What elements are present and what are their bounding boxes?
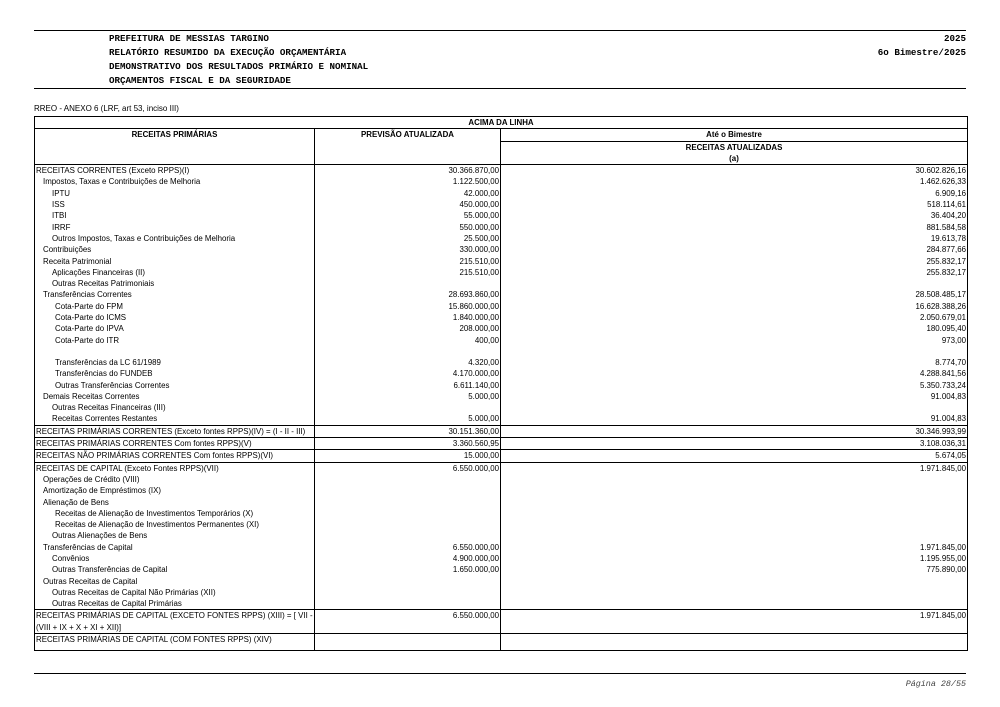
table-row — [35, 335, 968, 357]
forecast-value: 28.693.860,00 — [315, 289, 501, 300]
table-row — [35, 497, 968, 508]
forecast-value — [315, 402, 501, 413]
table-row — [35, 244, 968, 255]
revenue-value: 973,00 — [501, 335, 968, 357]
row-label: Impostos, Taxas e Contribuições de Melhoria — [35, 176, 315, 187]
row-label: RECEITAS PRIMÁRIAS DE CAPITAL (COM FONTES RPPS) (XIV) — [35, 634, 315, 651]
row-label: Receitas Correntes Restantes — [35, 413, 315, 425]
forecast-value: 5.000,00 — [315, 391, 501, 402]
forecast-value — [315, 519, 501, 530]
revenue-value: 1.971.845,00 — [501, 462, 968, 474]
revenue-value: 6.909,16 — [501, 188, 968, 199]
row-label: RECEITAS PRIMÁRIAS DE CAPITAL (EXCETO FONTES RPPS) (XIII) = [ VII - (VIII + IX + X + XI + XII)] — [36, 611, 313, 632]
revenue-value: 255.832,17 — [501, 267, 968, 278]
revenue-value: 255.832,17 — [501, 256, 968, 267]
revenue-value — [501, 508, 968, 519]
row-label: ITBI — [35, 210, 315, 221]
row-label: Operações de Crédito (VIII) — [35, 474, 315, 485]
report-subtitle: DEMONSTRATIVO DOS RESULTADOS PRIMÁRIO E NOMINAL — [109, 61, 369, 72]
table-row — [35, 587, 968, 598]
forecast-value: 450.000,00 — [315, 199, 501, 210]
col-header-to-date: Até o Bimestre — [501, 129, 968, 141]
forecast-value: 4.900.000,00 — [315, 553, 501, 564]
row-label: Convênios — [35, 553, 315, 564]
table-row — [35, 380, 968, 391]
row-label: Amortização de Empréstimos (IX) — [35, 485, 315, 496]
revenue-value — [501, 576, 968, 587]
revenue-value — [501, 587, 968, 598]
row-label: Cota-Parte do ITR — [35, 335, 315, 357]
forecast-value: 1.840.000,00 — [315, 312, 501, 323]
row-label: IRRF — [35, 222, 315, 233]
table-row — [35, 634, 968, 651]
forecast-value — [315, 576, 501, 587]
row-label: IPTU — [35, 188, 315, 199]
report-scope: ORÇAMENTOS FISCAL E DA SEGURIDADE — [109, 75, 291, 86]
row-label: Outras Alienações de Bens — [35, 530, 315, 541]
table-row — [35, 176, 968, 187]
report-title: RELATÓRIO RESUMIDO DA EXECUÇÃO ORÇAMENTÁRIA — [109, 47, 347, 58]
primary-revenue-table — [34, 116, 968, 651]
forecast-value: 15.000,00 — [315, 450, 501, 462]
row-label: Contribuições — [35, 244, 315, 255]
table-row — [35, 165, 968, 177]
row-label: Outras Receitas de Capital Não Primárias (XII) — [35, 587, 315, 598]
table-row — [35, 425, 968, 437]
revenue-value: 5.674,05 — [501, 450, 968, 462]
revenue-value: 19.613,78 — [501, 233, 968, 244]
revenue-value: 180.095,40 — [501, 323, 968, 334]
row-label: Demais Receitas Correntes — [35, 391, 315, 402]
revenue-value — [501, 519, 968, 530]
row-label: Alienação de Bens — [35, 497, 315, 508]
revenue-value: 91.004,83 — [501, 413, 968, 425]
table-row — [35, 576, 968, 587]
forecast-value: 30.151.360,00 — [315, 425, 501, 437]
revenue-value: 30.602.826,16 — [501, 165, 968, 177]
table-row — [35, 267, 968, 278]
revenue-value: 91.004,83 — [501, 391, 968, 402]
revenue-value: 1.462.626,33 — [501, 176, 968, 187]
table-row — [35, 199, 968, 210]
row-label: Outros Impostos, Taxas e Contribuições de Melhoria — [35, 233, 315, 244]
revenue-value — [501, 485, 968, 496]
forecast-value — [315, 497, 501, 508]
revenue-value — [501, 474, 968, 485]
revenue-value: 36.404,20 — [501, 210, 968, 221]
forecast-value — [315, 598, 501, 610]
table-row — [35, 357, 968, 368]
table-row — [35, 508, 968, 519]
row-label: Outras Receitas de Capital — [35, 576, 315, 587]
revenue-value: 1.971.845,00 — [501, 610, 968, 634]
forecast-value: 400,00 — [315, 335, 501, 357]
annex-reference: RREO - ANEXO 6 (LRF, art 53, inciso III) — [34, 104, 179, 113]
forecast-value: 1.650.000,00 — [315, 564, 501, 575]
table-row — [35, 553, 968, 564]
forecast-value: 6.550.000,00 — [315, 462, 501, 474]
row-label: Receitas de Alienação de Investimentos Permanentes (XI) — [35, 519, 315, 530]
forecast-value: 4.170.000,00 — [315, 368, 501, 379]
forecast-value — [315, 530, 501, 541]
table-row — [35, 530, 968, 541]
revenue-value — [501, 530, 968, 541]
row-label: Transferências do FUNDEB — [35, 368, 315, 379]
forecast-value — [315, 587, 501, 598]
entity-name: PREFEITURA DE MESSIAS TARGINO — [109, 33, 269, 44]
revenue-value: 16.628.388,26 — [501, 301, 968, 312]
row-label: Cota-Parte do IPVA — [35, 323, 315, 334]
revenue-value: 881.584,58 — [501, 222, 968, 233]
table-row — [35, 542, 968, 553]
forecast-value: 208.000,00 — [315, 323, 501, 334]
revenue-value — [501, 402, 968, 413]
forecast-value: 6.550.000,00 — [315, 610, 501, 634]
forecast-value: 4.320,00 — [315, 357, 501, 368]
table-row — [35, 233, 968, 244]
forecast-value: 550.000,00 — [315, 222, 501, 233]
forecast-value — [315, 485, 501, 496]
row-label: Receita Patrimonial — [35, 256, 315, 267]
table-row — [35, 519, 968, 530]
table-row — [35, 256, 968, 267]
revenue-value — [501, 634, 968, 651]
row-label: Transferências de Capital — [35, 542, 315, 553]
table-row — [35, 323, 968, 334]
table-row — [35, 368, 968, 379]
forecast-value: 25.500,00 — [315, 233, 501, 244]
table-row — [35, 564, 968, 575]
revenue-value — [501, 497, 968, 508]
forecast-value: 3.360.560,95 — [315, 438, 501, 450]
table-row — [35, 485, 968, 496]
revenue-value: 1.971.845,00 — [501, 542, 968, 553]
row-label: Outras Receitas Patrimoniais — [35, 278, 315, 289]
revenue-value: 2.050.679,01 — [501, 312, 968, 323]
row-label: Aplicações Financeiras (II) — [35, 267, 315, 278]
col-header-revenues: RECEITAS PRIMÁRIAS — [35, 129, 315, 165]
forecast-value: 215.510,00 — [315, 267, 501, 278]
forecast-value: 42.000,00 — [315, 188, 501, 199]
header-bottom-rule — [34, 88, 966, 89]
forecast-value: 15.860.000,00 — [315, 301, 501, 312]
forecast-value — [315, 474, 501, 485]
table-row — [35, 402, 968, 413]
row-label: RECEITAS NÃO PRIMÁRIAS CORRENTES Com fontes RPPS)(VI) — [35, 450, 315, 462]
row-label: Outras Receitas de Capital Primárias — [35, 598, 315, 610]
report-year: 2025 — [943, 33, 966, 44]
row-label: RECEITAS PRIMÁRIAS CORRENTES Com fontes RPPS)(V) — [35, 438, 315, 450]
table-row — [35, 450, 968, 462]
row-label: Transferências da LC 61/1989 — [35, 357, 315, 368]
report-period: 6o Bimestre/2025 — [877, 47, 966, 58]
table-row — [35, 222, 968, 233]
col-header-updated-revenues: RECEITAS ATUALIZADAS — [501, 141, 968, 153]
table-row — [35, 474, 968, 485]
row-label: ISS — [35, 199, 315, 210]
table-row — [35, 312, 968, 323]
row-label: Outras Receitas Financeiras (III) — [35, 402, 315, 413]
forecast-value — [315, 508, 501, 519]
row-label: Outras Transferências de Capital — [35, 564, 315, 575]
forecast-value: 30.366.870,00 — [315, 165, 501, 177]
forecast-value: 215.510,00 — [315, 256, 501, 267]
forecast-value — [315, 634, 501, 651]
row-label: Transferências Correntes — [35, 289, 315, 300]
page-number: Página 28/55 — [905, 679, 966, 689]
col-header-forecast: PREVISÃO ATUALIZADA — [315, 129, 501, 165]
row-label: Cota-Parte do ICMS — [35, 312, 315, 323]
row-label: RECEITAS CORRENTES (Exceto RPPS)(I) — [35, 165, 315, 177]
revenue-value: 284.877,66 — [501, 244, 968, 255]
table-row — [35, 289, 968, 300]
table-row — [35, 210, 968, 221]
table-row — [35, 610, 968, 634]
revenue-value: 28.508.485,17 — [501, 289, 968, 300]
row-label: Outras Transferências Correntes — [35, 380, 315, 391]
revenue-value — [501, 278, 968, 289]
section-header: ACIMA DA LINHA — [35, 117, 968, 129]
forecast-value: 6.550.000,00 — [315, 542, 501, 553]
forecast-value: 6.611.140,00 — [315, 380, 501, 391]
revenue-value: 518.114,61 — [501, 199, 968, 210]
row-label: RECEITAS PRIMÁRIAS CORRENTES (Exceto fontes RPPS)(IV) = (I - II - III) — [35, 425, 315, 437]
table-row — [35, 598, 968, 610]
top-rule — [34, 30, 966, 31]
forecast-value: 330.000,00 — [315, 244, 501, 255]
table-row — [35, 188, 968, 199]
table-row — [35, 462, 968, 474]
table-row — [35, 301, 968, 312]
revenue-value: 30.346.993,99 — [501, 425, 968, 437]
row-label: Cota-Parte do FPM — [35, 301, 315, 312]
row-label: RECEITAS DE CAPITAL (Exceto Fontes RPPS)(VII) — [35, 462, 315, 474]
revenue-value: 8.774,70 — [501, 357, 968, 368]
revenue-value: 5.350.733,24 — [501, 380, 968, 391]
row-label: Receitas de Alienação de Investimentos Temporários (X) — [35, 508, 315, 519]
table-row — [35, 413, 968, 425]
revenue-value: 4.288.841,56 — [501, 368, 968, 379]
forecast-value: 55.000,00 — [315, 210, 501, 221]
footer-rule — [34, 673, 966, 674]
revenue-value: 775.890,00 — [501, 564, 968, 575]
forecast-value: 5.000,00 — [315, 413, 501, 425]
table-row — [35, 391, 968, 402]
table-row — [35, 278, 968, 289]
revenue-value: 3.108.036,31 — [501, 438, 968, 450]
forecast-value — [315, 278, 501, 289]
col-header-note: (a) — [501, 153, 968, 165]
revenue-value — [501, 598, 968, 610]
revenue-value: 1.195.955,00 — [501, 553, 968, 564]
table-row — [35, 438, 968, 450]
forecast-value: 1.122.500,00 — [315, 176, 501, 187]
